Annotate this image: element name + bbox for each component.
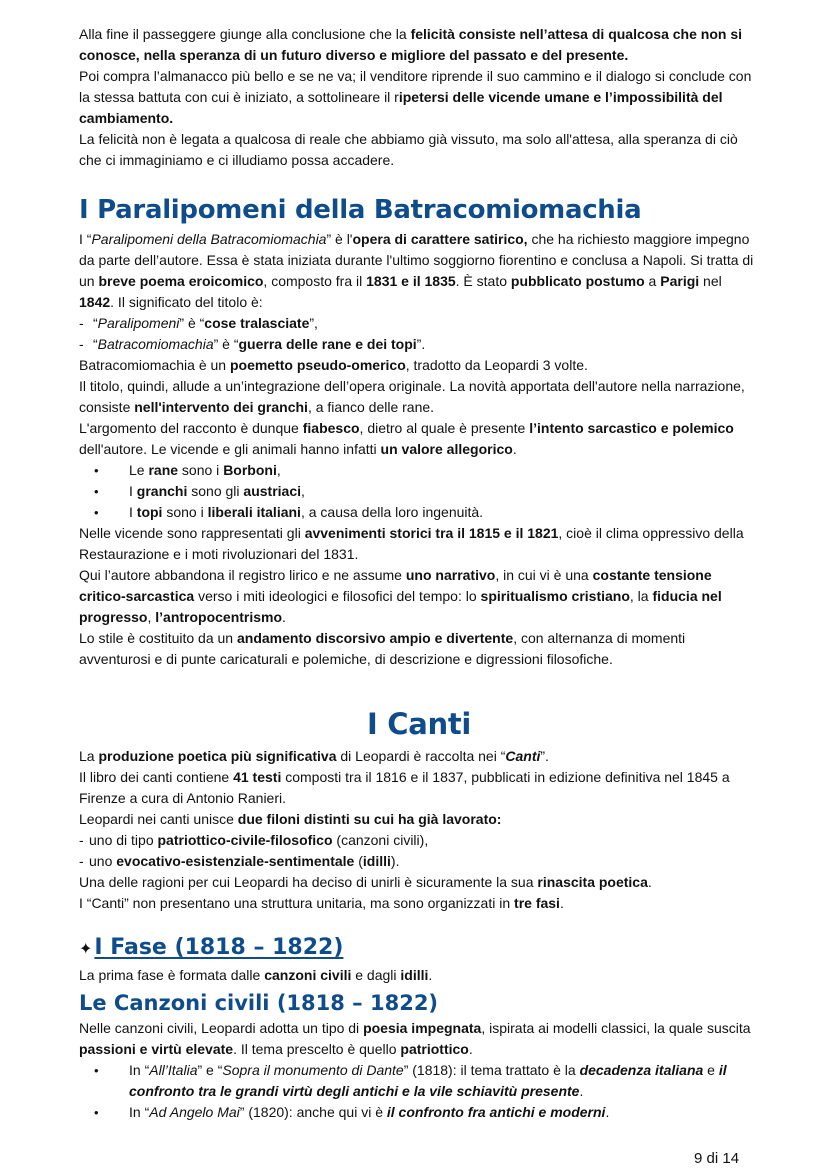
- canzoni-item-1: • In “All’Italia” e “Sopra il monumento di Dante” (1818): il tema trattato è la decadenza italiana e il confronto tra le grandi virtù degli antichi e la vile schiavitù presente.: [79, 1060, 759, 1102]
- emphasis-text: idilli: [362, 853, 391, 869]
- emphasis-text: 1842: [79, 294, 111, 310]
- paralipomeni-paragraph-7: Lo stile è costituito da un andamento discorsivo ampio e divertente, con alternanza di momenti avventurosi e di punte caricaturali e polemiche, di descrizione e digressioni filosofiche.: [79, 630, 686, 667]
- emphasis-text: due filoni distinti su cui ha già lavorato:: [237, 811, 502, 827]
- emphasis-text: Canti: [505, 748, 541, 764]
- emphasis-text: passioni e virtù elevate: [79, 1041, 234, 1057]
- canti-paragraph-1: La produzione poetica più significativa di Leopardi è raccolta nei “Canti”.: [79, 748, 549, 764]
- canzoni-paragraph-1: Nelle canzoni civili, Leopardi adotta un tipo di poesia impegnata, ispirata ai modelli classici, la quale suscita passioni e virtù elevate. Il tema prescelto è quello patriottico.: [79, 1020, 751, 1057]
- emphasis-text: patriottico-civile-filosofico: [157, 832, 333, 848]
- canzoni-item-2: • In “Ad Angelo Mai” (1820): anche qui vi è il confronto fra antichi e moderni.: [79, 1102, 759, 1123]
- emphasis-text: evocativo-esistenziale-sentimentale: [116, 853, 355, 869]
- allegory-item-topi: • I topi sono i liberali italiani, a causa della loro ingenuità.: [79, 502, 759, 523]
- paralipomeni-paragraph-1: I “Paralipomeni della Batracomiomachia” è l'opera di carattere satirico, che ha richiesto maggiore impegno da parte dell’autore. Essa è stata iniziata durante l'ultimo soggiorno fiorentino e conclusa a Napoli. Si tratta di un breve poema eroicomico, composto fra il 1831 e il 1835. È stato pubblicato postumo a Parigi nel 1842. Il significato del titolo è:: [79, 231, 754, 310]
- canti-dash-item-2: - uno evocativo-esistenziale-sentimentale (idilli).: [79, 851, 759, 872]
- section-title-canti: I Canti: [366, 707, 472, 741]
- subsection-title-canzoni-civili: Le Canzoni civili (1818 – 1822): [79, 991, 439, 1015]
- emphasis-text: l’intento sarcastico e polemico: [529, 420, 734, 436]
- emphasis-text: poesia impegnata: [363, 1020, 482, 1036]
- emphasis-text: Batracomiomachia: [97, 336, 214, 352]
- allegory-item-granchi: • I granchi sono gli austriaci,: [79, 481, 759, 502]
- fase-1-title: I Fase (1818 – 1822): [94, 935, 344, 960]
- emphasis-text: Paralipomeni: [97, 315, 180, 331]
- fase-1-heading: [79, 932, 759, 965]
- allegory-list: [79, 460, 759, 523]
- paralipomeni-paragraph-4: L'argomento del racconto è dunque fiabesco, dietro al quale è presente l’intento sarcastico e polemico dell'autore. Le vicende e gli animali hanno infatti un valore allegorico.: [79, 420, 734, 457]
- emphasis-text: un valore allegorico: [380, 441, 513, 457]
- paralipomeni-paragraph-6: Qui l’autore abbandona il registro lirico e ne assume uno narrativo, in cui vi è una costante tensione critico-sarcastica verso i miti ideologici e filosofici del tempo: lo spiritualismo cristiano, la fiducia nel progresso, l’antropocentrismo.: [79, 567, 722, 625]
- emphasis-text: idilli: [400, 967, 429, 983]
- intro-paragraph-2: Poi compra l’almanacco più bello e se ne va; il venditore riprende il suo cammino e il dialogo si conclude con la stessa battuta con cui è iniziato, a sottolineare il ripetersi delle vicende umane e l’impossibilità del cambiamento.: [79, 68, 752, 126]
- emphasis-text: patriottico: [400, 1041, 469, 1057]
- emphasis-text: Parigi: [660, 273, 700, 289]
- emphasis-text: austriaci: [243, 483, 301, 499]
- emphasis-text: fiabesco: [302, 420, 360, 436]
- emphasis-text: nell'intervento dei granchi: [134, 399, 308, 415]
- intro-paragraph-3: La felicità non è legata a qualcosa di reale che abbiamo già vissuto, ma solo all'attesa, alla speranza di ciò che ci immaginiamo e ci illudiamo possa accadere.: [79, 131, 738, 168]
- emphasis-text: Paralipomeni della Batracomiomachia: [91, 231, 327, 247]
- emphasis-text: Ad Angelo Mai: [149, 1104, 240, 1120]
- paralipomeni-paragraph-5: Nelle vicende sono rappresentati gli avvenimenti storici tra il 1815 e il 1821, cioè il clima oppressivo della Restaurazione e i moti rivoluzionari del 1831.: [79, 525, 744, 562]
- intro-paragraph-1: Alla fine il passeggere giunge alla conclusione che la felicità consiste nell’attesa di qualcosa che non si conosce, nella speranza di un futuro diverso e migliore del passato e del presente.: [79, 26, 743, 63]
- page-content: [79, 24, 759, 1123]
- page-number: 9 di 14: [694, 1150, 740, 1167]
- canti-paragraph-5: I “Canti” non presentano una struttura unitaria, ma sono organizzati in tre fasi.: [79, 895, 564, 911]
- canti-paragraph-4: Una delle ragioni per cui Leopardi ha deciso di unirli è sicuramente la sua rinascita poetica.: [79, 874, 652, 890]
- emphasis-text: fiducia nel progresso: [79, 588, 722, 625]
- paralipomeni-dash-item-2: - “Batracomiomachia” è “guerra delle rane e dei topi”.: [79, 334, 759, 355]
- canti-paragraph-3: Leopardi nei canti unisce due filoni distinti su cui ha già lavorato:: [79, 811, 502, 827]
- emphasis-text: rinascita poetica: [537, 874, 648, 890]
- emphasis-text: Sopra il monumento di Dante: [222, 1062, 404, 1078]
- emphasis-text: tre fasi: [514, 895, 560, 911]
- canti-paragraph-2: Il libro dei canti contiene 41 testi composti tra il 1816 e il 1837, pubblicati in edizione definitiva nel 1845 a Firenze a cura di Antonio Ranieri.: [79, 769, 730, 806]
- emphasis-text: ipetersi delle vicende umane e l’impossibilità del cambiamento.: [79, 89, 723, 126]
- fase-1-paragraph: La prima fase è formata dalle canzoni civili e dagli idilli.: [79, 967, 433, 983]
- emphasis-text: poemetto pseudo-omerico: [229, 357, 406, 373]
- emphasis-text: breve poema eroicomico: [98, 273, 264, 289]
- emphasis-text: pubblicato postumo: [510, 273, 645, 289]
- diamond-bullet-icon: ✦: [79, 939, 93, 958]
- emphasis-text: 41 testi: [233, 769, 282, 785]
- section-title-paralipomeni: I Paralipomeni della Batracomiomachia: [79, 195, 642, 225]
- emphasis-text: All’Italia: [149, 1062, 198, 1078]
- emphasis-text: il confronto tra le grandi virtù degli antichi e la vile schiavitù presente: [129, 1062, 727, 1099]
- paralipomeni-paragraph-2: Batracomiomachia è un poemetto pseudo-omerico, tradotto da Leopardi 3 volte.: [79, 357, 588, 373]
- allegory-item-rane: • Le rane sono i Borboni,: [79, 460, 759, 481]
- emphasis-text: spiritualismo cristiano: [480, 588, 630, 604]
- emphasis-text: topi: [136, 504, 163, 520]
- emphasis-text: uno narrativo: [405, 567, 496, 583]
- emphasis-text: andamento discorsivo ampio e divertente: [237, 630, 514, 646]
- canzoni-list: [79, 1060, 759, 1123]
- emphasis-text: costante tensione critico-sarcastica: [79, 567, 712, 604]
- emphasis-text: canzoni civili: [264, 967, 352, 983]
- emphasis-text: rane: [148, 462, 179, 478]
- emphasis-text: cose tralasciate: [204, 315, 310, 331]
- emphasis-text: opera di carattere satirico,: [352, 231, 528, 247]
- emphasis-text: il confronto fra antichi e moderni: [386, 1104, 606, 1120]
- emphasis-text: avvenimenti storici tra il 1815 e il 1821: [304, 525, 559, 541]
- emphasis-text: Borboni: [223, 462, 277, 478]
- paralipomeni-paragraph-3: Il titolo, quindi, allude a un’integrazione dell’opera originale. La novità apportata dell'autore nella narrazione, consiste nell'intervento dei granchi, a fianco delle rane.: [79, 378, 745, 415]
- emphasis-text: felicità consiste nell’attesa di qualcosa che non si conosce, nella speranza di un futuro diverso e migliore del passato e del presente.: [79, 26, 743, 63]
- emphasis-text: guerra delle rane e dei topi: [238, 336, 417, 352]
- emphasis-text: produzione poetica più significativa: [98, 748, 337, 764]
- emphasis-text: liberali italiani: [207, 504, 301, 520]
- emphasis-text: decadenza italiana: [579, 1062, 704, 1078]
- emphasis-text: granchi: [136, 483, 188, 499]
- paralipomeni-dash-item-1: - “Paralipomeni” è “cose tralasciate”,: [79, 313, 759, 334]
- canti-dash-item-1: - uno di tipo patriottico-civile-filosofico (canzoni civili),: [79, 830, 759, 851]
- emphasis-text: l’antropocentrismo: [155, 609, 283, 625]
- emphasis-text: 1831 e il 1835: [366, 273, 456, 289]
